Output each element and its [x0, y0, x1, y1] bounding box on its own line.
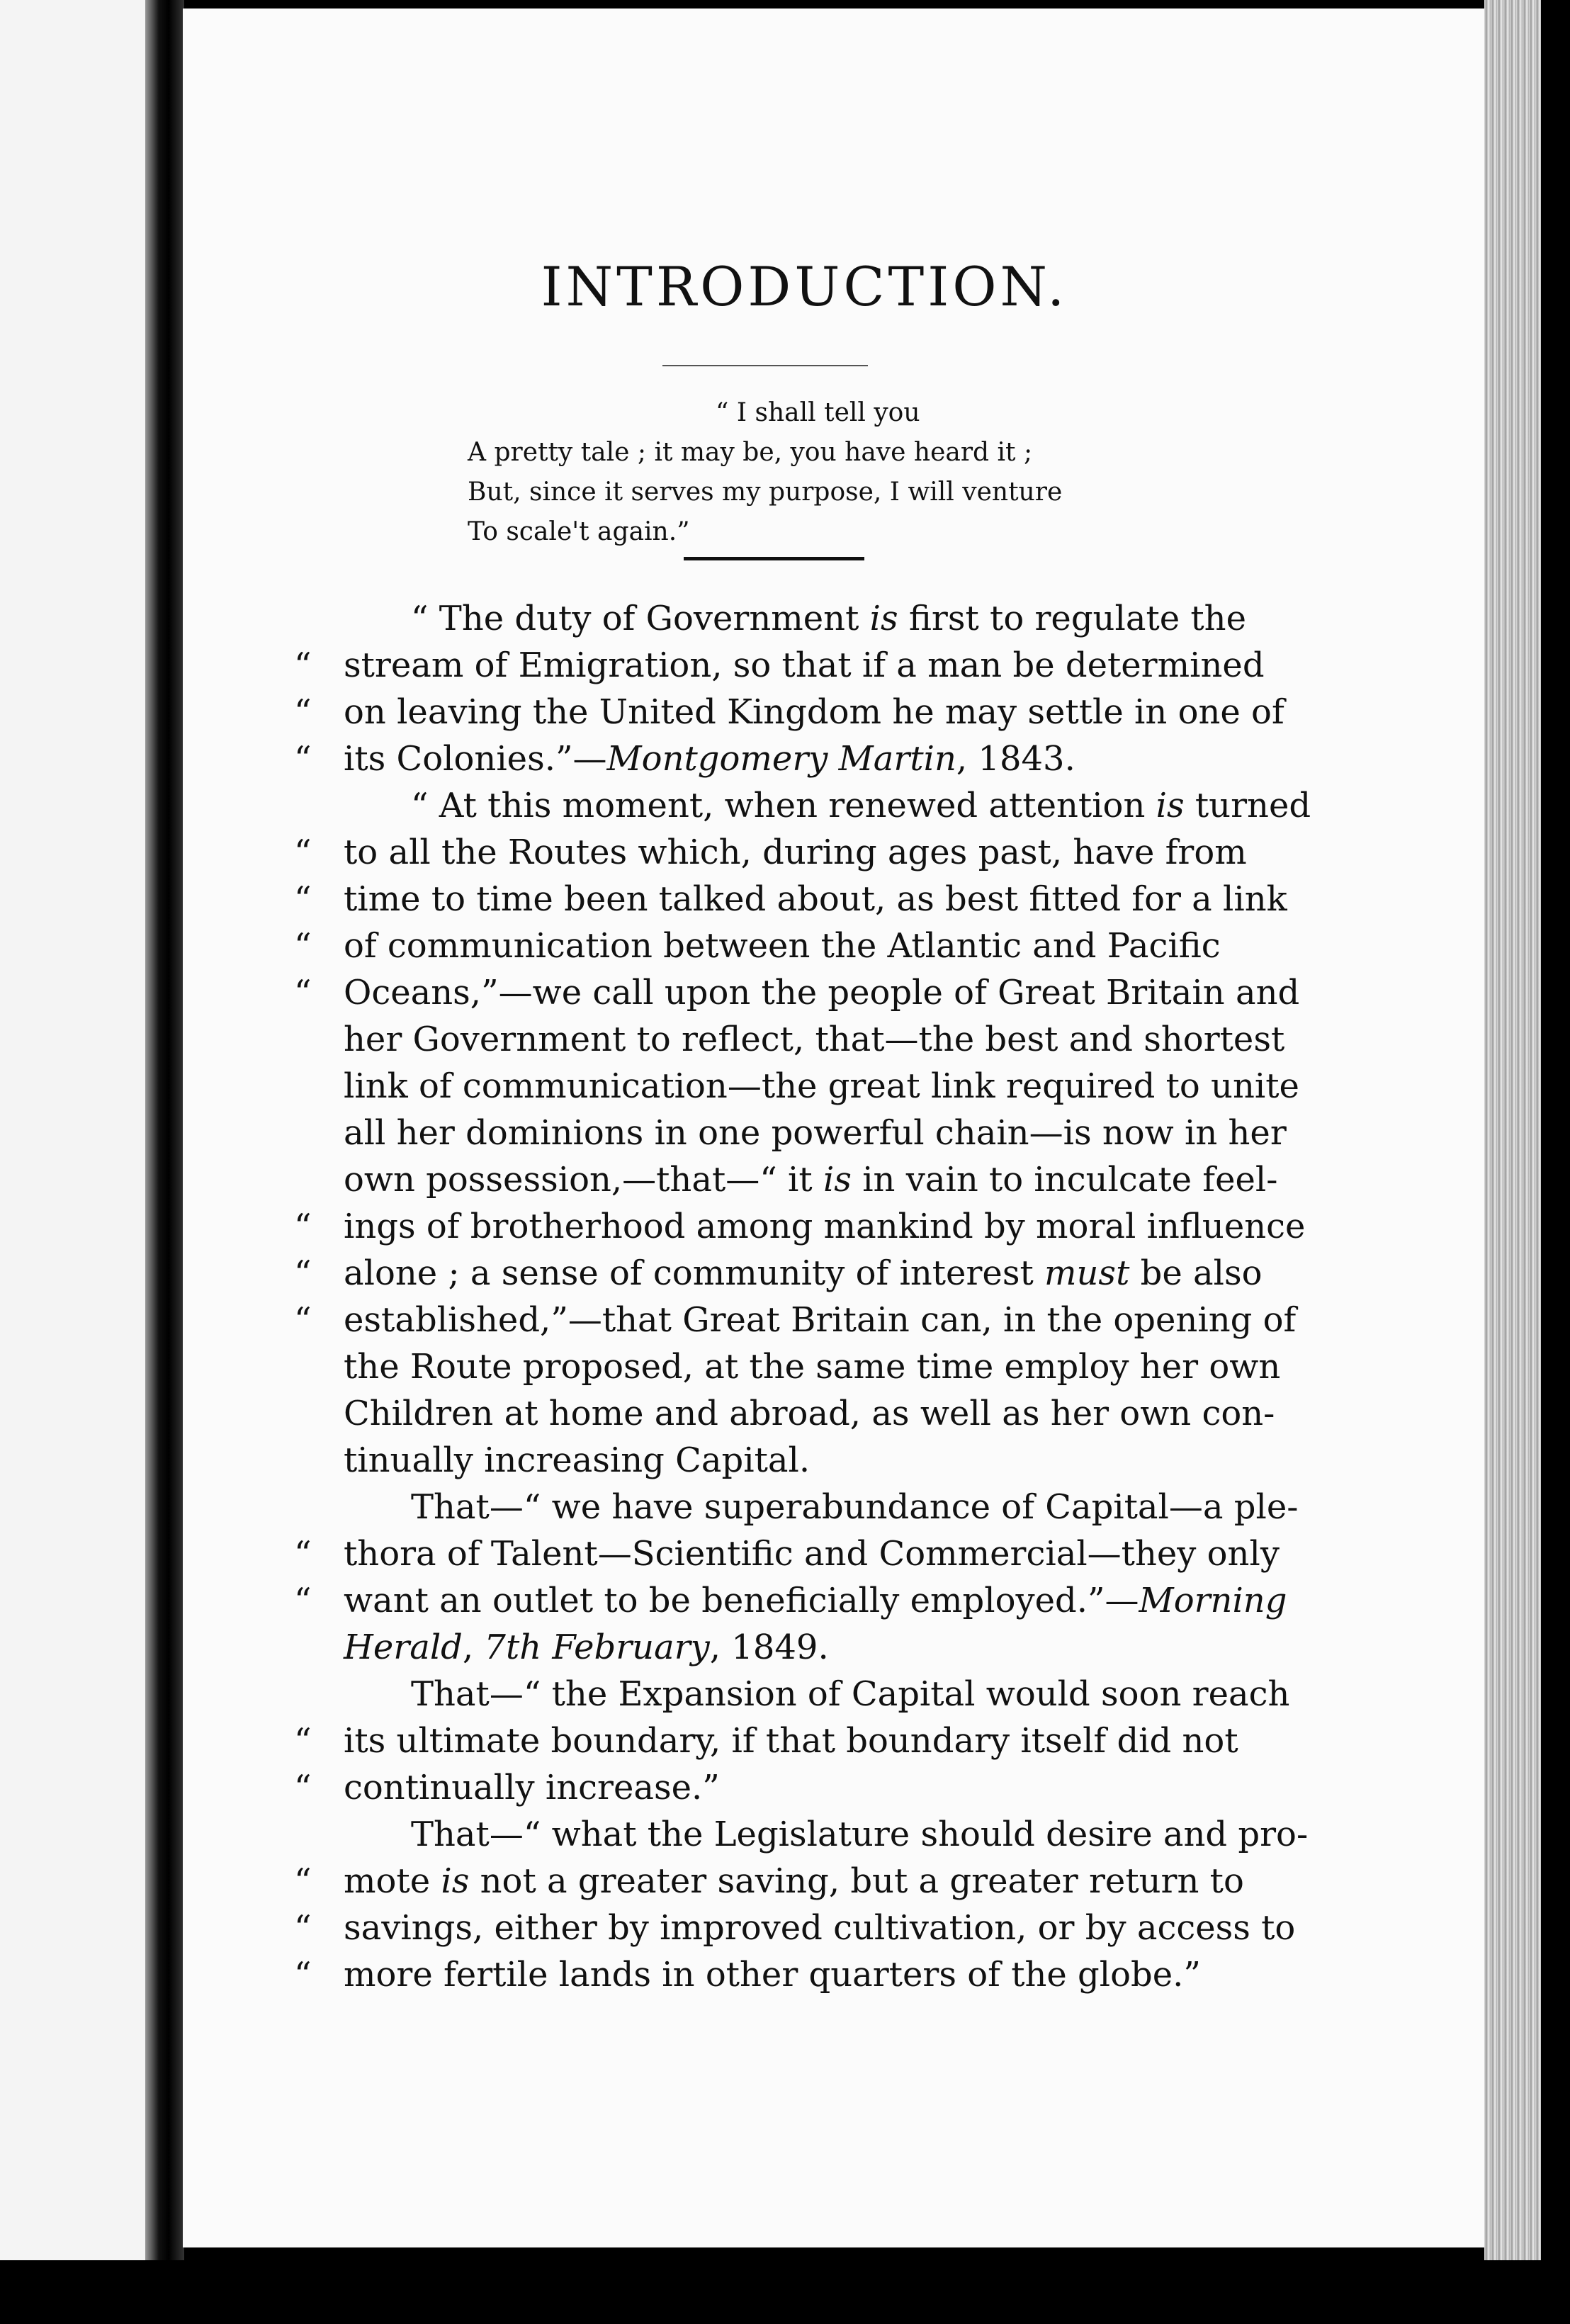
quote-mark: “: [294, 926, 312, 966]
text-line: [287, 1951, 1293, 1998]
page-stack-edge: [1484, 0, 1541, 2260]
text-line: [287, 1156, 1293, 1203]
text-line: [287, 1297, 1297, 1343]
line-text: savings, either by improved cultivation, or by access to: [344, 1908, 1296, 1948]
quote-mark: “: [294, 1300, 312, 1340]
text-line: [287, 1858, 1293, 1905]
line-text: the Route proposed, at the same time employ her own: [344, 1347, 1281, 1387]
epigraph-line: “ I shall tell you: [716, 398, 920, 427]
text-line: [287, 735, 1293, 782]
quote-mark: “: [294, 1253, 312, 1293]
line-text: Oceans,”—we call upon the people of Great Britain and: [344, 973, 1300, 1012]
quote-mark: “: [294, 1768, 312, 1807]
epigraph-rule: [684, 557, 864, 560]
paragraph: [287, 595, 1293, 782]
text-line: [287, 1717, 1293, 1764]
line-text: time to time been talked about, as best fitted for a link: [344, 879, 1287, 919]
line-text: want an outlet to be beneficially employed.”—Morning: [344, 1581, 1287, 1620]
title-rule: [662, 365, 868, 366]
quote-mark: “: [294, 1861, 312, 1901]
line-text: stream of Emigration, so that if a man be determined: [344, 645, 1265, 685]
quote-mark: “: [294, 1955, 312, 1995]
line-text: her Government to reflect, that—the best and shortest: [344, 1020, 1285, 1059]
paragraph: [287, 782, 1311, 1484]
line-text: “ At this moment, when renewed attention is turned: [411, 786, 1311, 825]
paragraph: [287, 1484, 1299, 1671]
line-text: established,”—that Great Britain can, in the opening of: [344, 1300, 1297, 1340]
line-text: of communication between the Atlantic and Pacific: [344, 926, 1221, 966]
text-line: [287, 1437, 1293, 1484]
quote-mark: “: [294, 1207, 312, 1246]
line-text: Herald, 7th February, 1849.: [344, 1628, 829, 1667]
epigraph: [468, 393, 1105, 552]
line-text: its Colonies.”—Montgomery Martin, 1843.: [344, 739, 1075, 779]
body-text: [287, 595, 1311, 1998]
epigraph-line: But, since it serves my purpose, I will venture: [468, 478, 1063, 507]
quote-mark: “: [294, 645, 312, 685]
page-title: INTRODUCTION.: [541, 255, 1068, 318]
text-line: [287, 1764, 1293, 1811]
paragraph: [287, 1811, 1309, 1998]
line-text: That—“ the Expansion of Capital would soon reach: [411, 1674, 1290, 1714]
text-line: [287, 1250, 1293, 1297]
line-text: its ultimate boundary, if that boundary itself did not: [344, 1721, 1238, 1761]
line-text: alone ; a sense of community of interest must be also: [344, 1253, 1263, 1293]
line-text: “ The duty of Government is first to regulate the: [411, 599, 1246, 638]
line-text: thora of Talent—Scientific and Commercial—they only: [344, 1534, 1280, 1574]
line-text: all her dominions in one powerful chain—is now in her: [344, 1113, 1287, 1153]
line-text: tinually increasing Capital.: [344, 1440, 811, 1480]
text-line: [287, 1484, 1299, 1530]
text-line: [287, 1343, 1293, 1390]
adjacent-page-edge: [0, 0, 163, 2264]
text-line: [287, 969, 1300, 1016]
text-line: [287, 782, 1311, 829]
quote-mark: “: [294, 739, 312, 779]
epigraph-line: To scale't again.”: [468, 517, 690, 546]
text-line: [287, 1905, 1296, 1951]
line-text: to all the Routes which, during ages past, have from: [344, 833, 1247, 872]
line-text: link of communication—the great link required to unite: [344, 1066, 1299, 1106]
text-line: [287, 1063, 1299, 1110]
text-line: [287, 829, 1293, 876]
quote-mark: “: [294, 692, 312, 732]
quote-mark: “: [294, 1721, 312, 1761]
line-text: own possession,—that—“ it is in vain to inculcate feel-: [344, 1160, 1278, 1200]
line-text: ings of brotherhood among mankind by moral influence: [344, 1207, 1306, 1246]
text-line: [287, 1671, 1293, 1717]
quote-mark: “: [294, 1581, 312, 1620]
epigraph-line: A pretty tale ; it may be, you have heard it ;: [468, 438, 1033, 467]
scan-border-bottom: [0, 2260, 1570, 2324]
line-text: That—“ what the Legislature should desire and pro-: [411, 1815, 1309, 1854]
book-gutter: [145, 0, 184, 2267]
quote-mark: “: [294, 1908, 312, 1948]
line-text: That—“ we have superabundance of Capital—a ple-: [411, 1487, 1299, 1527]
quote-mark: “: [294, 1534, 312, 1574]
line-text: more fertile lands in other quarters of the globe.”: [344, 1955, 1201, 1995]
quote-mark: “: [294, 833, 312, 872]
text-line: [287, 595, 1293, 642]
text-line: [287, 1390, 1293, 1437]
text-line: [287, 1624, 1293, 1671]
line-text: mote is not a greater saving, but a greater return to: [344, 1861, 1244, 1901]
quote-mark: “: [294, 879, 312, 919]
text-line: [287, 876, 1293, 923]
line-text: Children at home and abroad, as well as her own con-: [344, 1394, 1275, 1433]
text-line: [287, 1110, 1293, 1156]
text-line: [287, 1203, 1306, 1250]
text-line: [287, 1811, 1309, 1858]
text-line: [287, 642, 1293, 689]
line-text: on leaving the United Kingdom he may settle in one of: [344, 692, 1284, 732]
text-line: [287, 1016, 1293, 1063]
text-line: [287, 923, 1293, 969]
text-line: [287, 1530, 1293, 1577]
text-line: [287, 689, 1293, 735]
scan-border-right: [1541, 0, 1570, 2324]
quote-mark: “: [294, 973, 312, 1012]
paragraph: [287, 1671, 1293, 1811]
text-line: [287, 1577, 1293, 1624]
line-text: continually increase.”: [344, 1768, 720, 1807]
